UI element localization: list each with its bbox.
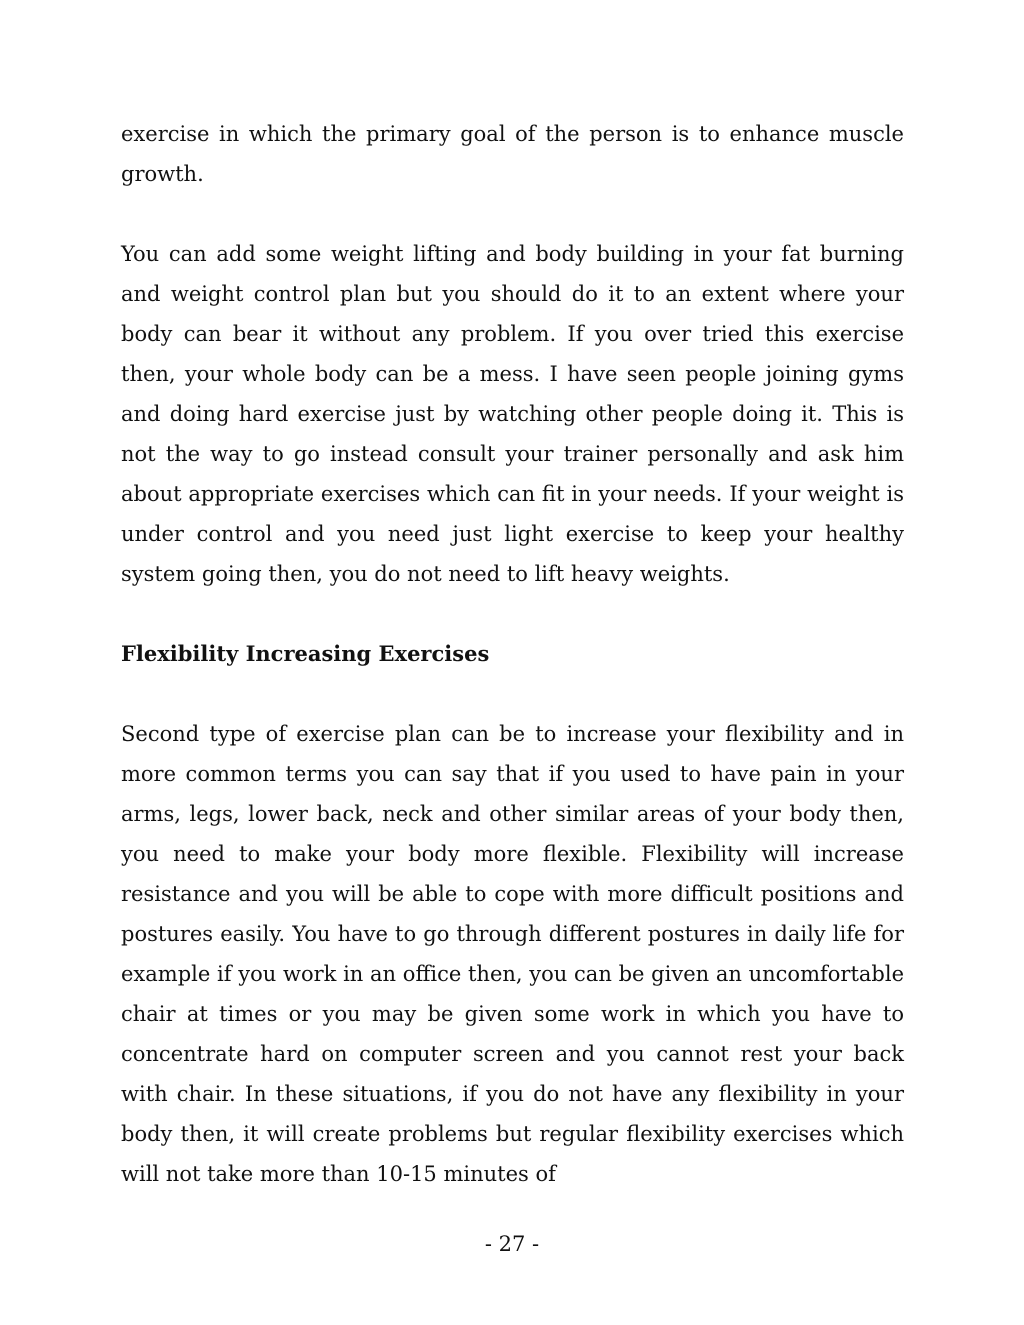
paragraph-spacer (121, 594, 904, 634)
paragraph-weight-lifting: You can add some weight lifting and body building in your fat burning and weight control plan but you should do it to an extent where your body can bear it without any problem. If you over tried this exercise then, your whole body can be a mess. I have seen people joining gyms and doing hard exercise just by watching other people doing it. This is not the way to go instead consult your trainer personally and ask him about appropriate exercises which can fit in your needs. If your weight is under control and you need just light exercise to keep your healthy system going then, you do not need to lift heavy weights. (121, 242, 904, 586)
paragraph-spacer (121, 674, 904, 714)
page-number: - 27 - (484, 1232, 540, 1256)
paragraph-continuation: exercise in which the primary goal of the person is to enhance muscle growth. (121, 122, 904, 186)
paragraph-flexibility: Second type of exercise plan can be to increase your flexibility and in more common terms you can say that if you used to have pain in your arms, legs, lower back, neck and other similar areas of your body then, you need to make your body more flexible. Flexibility will increase resistance and you will be able to cope with more difficult positions and postures easily. You have to go through different postures in daily life for example if you work in an office then, you can be given an uncomfortable chair at times or you may be given some work in which you have to concentrate hard on computer screen and you cannot rest your back with chair. In these situations, if you do not have any flexibility in your body then, it will create problems but regular flexibility exercises which will not take more than 10-15 minutes of (121, 722, 904, 1186)
paragraph-spacer (121, 194, 904, 234)
page-body (121, 114, 904, 1194)
section-heading: Flexibility Increasing Exercises (121, 641, 490, 666)
